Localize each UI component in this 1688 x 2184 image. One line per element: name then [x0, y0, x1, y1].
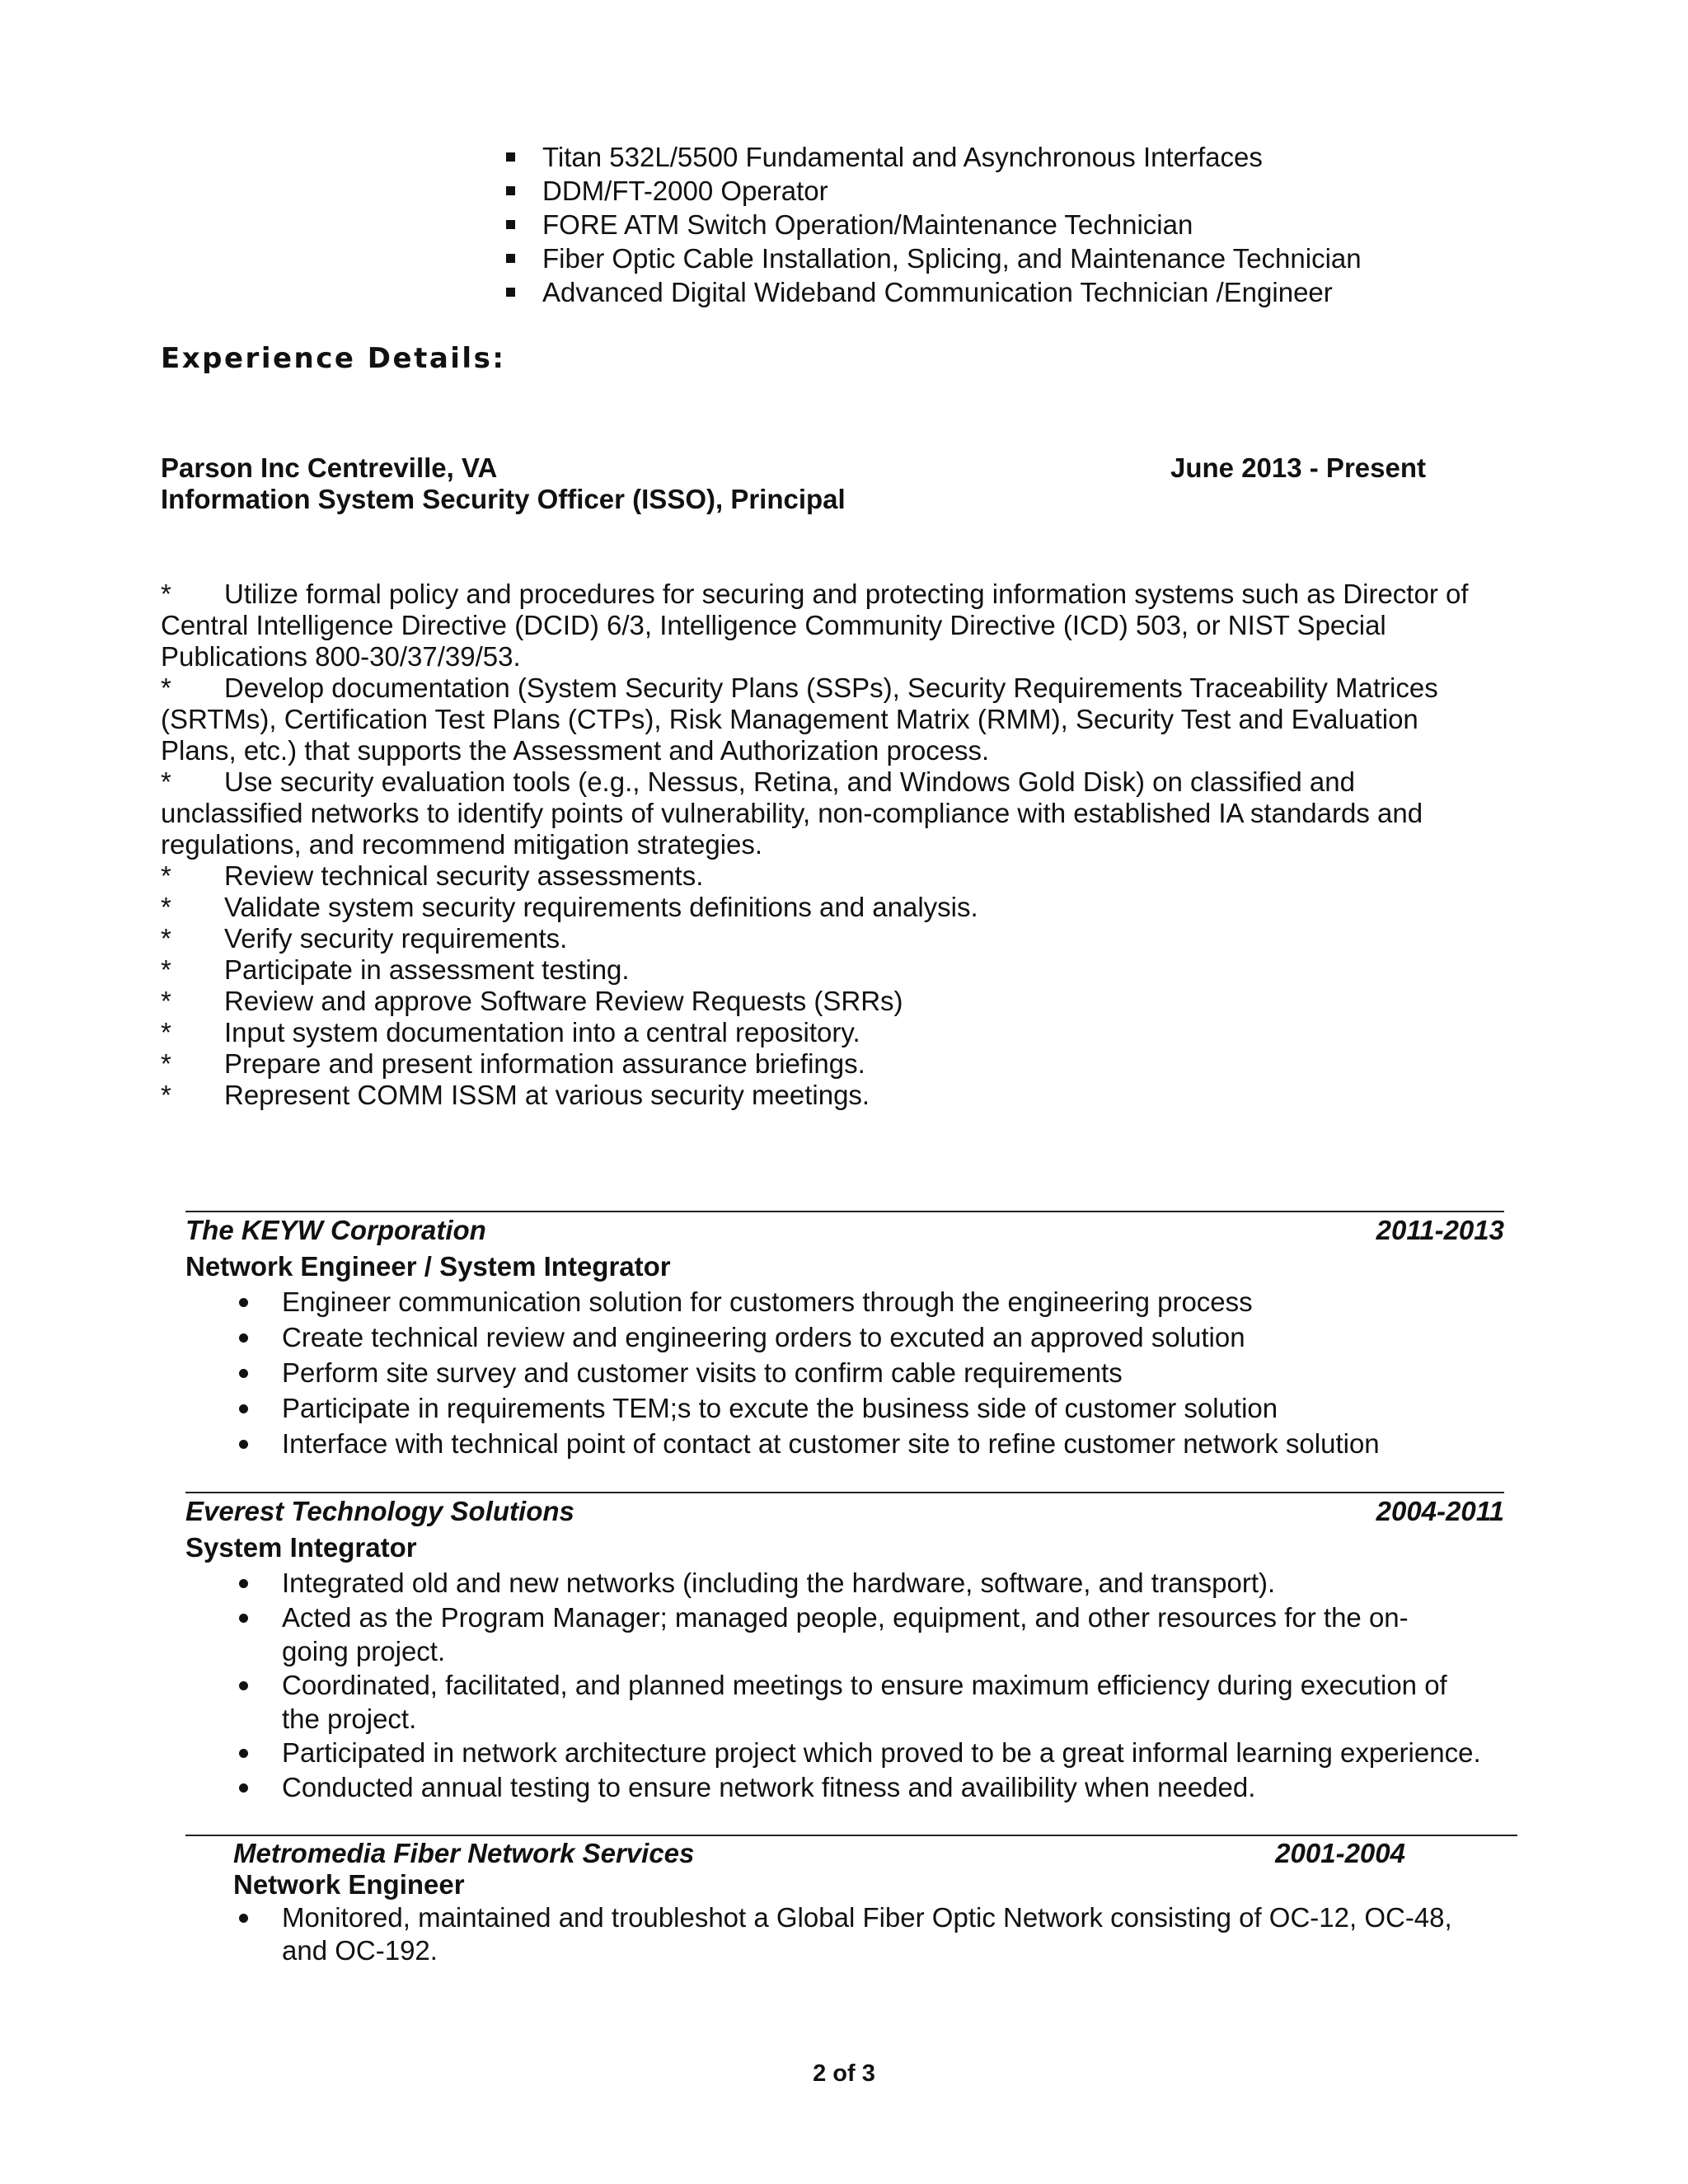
- bullet-text-line: going project.: [282, 1636, 446, 1666]
- certification-text: FORE ATM Switch Operation/Maintenance Technician: [542, 209, 1193, 240]
- metromedia-company: Metromedia Fiber Network Services: [233, 1838, 695, 1868]
- duty-item: [161, 673, 1496, 766]
- certification-item: [503, 241, 1362, 275]
- certification-text: Titan 532L/5500 Fundamental and Asynchronous Interfaces: [542, 142, 1263, 172]
- asterisk-bullet-icon: *: [161, 1048, 171, 1079]
- duty-item: [161, 1017, 1496, 1048]
- bullet-item: [282, 1390, 1380, 1426]
- duty-text-line: Develop documentation (System Security Plans (SSPs), Security Requirements Traceability Matrices: [224, 673, 1438, 703]
- bullet-dot-icon: [239, 1681, 248, 1690]
- bullet-text-line: Acted as the Program Manager; managed people, equipment, and other resources for the on-: [282, 1602, 1409, 1633]
- square-bullet-icon: [506, 254, 515, 263]
- duty-item: [161, 923, 1496, 954]
- asterisk-bullet-icon: *: [161, 892, 171, 922]
- parsons-duties-list: [161, 579, 1496, 1111]
- certification-text: DDM/FT-2000 Operator: [542, 176, 828, 206]
- duty-item: [161, 579, 1496, 673]
- metromedia-bullets: [282, 1900, 1452, 1966]
- square-bullet-icon: [506, 220, 515, 229]
- duty-item: [161, 986, 1496, 1017]
- certification-item: [503, 174, 1362, 208]
- bullet-item: [282, 1900, 1452, 1966]
- bullet-item: [282, 1668, 1481, 1736]
- bullet-dot-icon: [239, 1749, 248, 1758]
- duty-item: [161, 766, 1496, 860]
- bullet-item: [282, 1284, 1380, 1319]
- bullet-item: [282, 1736, 1481, 1770]
- bullet-text-line: Create technical review and engineering orders to excuted an approved solution: [282, 1322, 1245, 1352]
- square-bullet-icon: [506, 186, 515, 195]
- experience-heading: Experience Details:: [161, 342, 506, 375]
- bullet-dot-icon: [239, 1914, 248, 1923]
- certification-item: [503, 208, 1362, 241]
- asterisk-bullet-icon: *: [161, 986, 171, 1016]
- square-bullet-icon: [506, 288, 515, 297]
- duty-item: [161, 892, 1496, 923]
- asterisk-bullet-icon: *: [161, 1017, 171, 1047]
- certification-item: [503, 275, 1362, 309]
- bullet-text-line: and OC-192.: [282, 1935, 438, 1966]
- bullet-dot-icon: [239, 1783, 248, 1793]
- asterisk-bullet-icon: *: [161, 579, 171, 609]
- bullet-text-line: Integrated old and new networks (including the hardware, software, and transport).: [282, 1568, 1276, 1598]
- bullet-text-line: Coordinated, facilitated, and planned meetings to ensure maximum efficiency during execution of: [282, 1670, 1447, 1700]
- keyw-title: Network Engineer / System Integrator: [185, 1251, 671, 1282]
- bullet-item: [282, 1566, 1481, 1601]
- parsons-dates: June 2013 - Present: [1170, 452, 1426, 483]
- bullet-text-line: the project.: [282, 1704, 417, 1734]
- keyw-bullets: [282, 1284, 1380, 1461]
- certification-item: [503, 140, 1362, 174]
- bullet-item: [282, 1355, 1380, 1390]
- bullet-dot-icon: [239, 1440, 248, 1449]
- bullet-text-line: Interface with technical point of contact at customer site to refine customer network solution: [282, 1428, 1380, 1459]
- duty-text-line: Central Intelligence Directive (DCID) 6/3, Intelligence Community Directive (ICD) 503, or NIST Special: [161, 610, 1386, 640]
- certification-text: Fiber Optic Cable Installation, Splicing, and Maintenance Technician: [542, 243, 1362, 274]
- duty-item: [161, 1048, 1496, 1080]
- bullet-text-line: Monitored, maintained and troubleshot a Global Fiber Optic Network consisting of OC-12, OC-48,: [282, 1902, 1452, 1933]
- duty-text-line: Verify security requirements.: [224, 923, 568, 954]
- everest-bullets: [282, 1566, 1481, 1805]
- metromedia-dates: 2001-2004: [1275, 1838, 1405, 1868]
- duty-text-line: Review technical security assessments.: [224, 860, 704, 891]
- asterisk-bullet-icon: *: [161, 923, 171, 954]
- bullet-dot-icon: [239, 1579, 248, 1588]
- certifications-list: [503, 140, 1362, 309]
- metromedia-title: Network Engineer: [233, 1869, 465, 1900]
- duty-text-line: Input system documentation into a central repository.: [224, 1017, 860, 1047]
- bullet-dot-icon: [239, 1404, 248, 1413]
- asterisk-bullet-icon: *: [161, 766, 171, 797]
- everest-dates: 2004-2011: [1376, 1496, 1504, 1526]
- bullet-dot-icon: [239, 1369, 248, 1378]
- asterisk-bullet-icon: *: [161, 954, 171, 985]
- bullet-item: [282, 1601, 1481, 1668]
- bullet-text-line: Engineer communication solution for customers through the engineering process: [282, 1286, 1253, 1317]
- bullet-dot-icon: [239, 1298, 248, 1307]
- duty-text-line: Represent COMM ISSM at various security meetings.: [224, 1080, 870, 1110]
- parsons-company: Parson Inc Centreville, VA: [161, 452, 498, 483]
- bullet-text-line: Participate in requirements TEM;s to excute the business side of customer solution: [282, 1393, 1278, 1423]
- duty-text-line: unclassified networks to identify points of vulnerability, non-compliance with established IA standards and: [161, 798, 1423, 828]
- certification-text: Advanced Digital Wideband Communication Technician /Engineer: [542, 277, 1333, 307]
- page-number: 2 of 3: [813, 2060, 875, 2087]
- duty-item: [161, 860, 1496, 892]
- duty-text-line: Utilize formal policy and procedures for securing and protecting information systems such as Director of: [224, 579, 1469, 609]
- duty-text-line: (SRTMs), Certification Test Plans (CTPs), Risk Management Matrix (RMM), Security Test and Evaluation: [161, 704, 1418, 734]
- bullet-dot-icon: [239, 1614, 248, 1623]
- bullet-item: [282, 1770, 1481, 1805]
- section-divider: [185, 1492, 1504, 1493]
- section-divider: [185, 1211, 1504, 1212]
- duty-text-line: Publications 800-30/37/39/53.: [161, 641, 521, 672]
- bullet-text-line: Participated in network architecture project which proved to be a great informal learning experience.: [282, 1737, 1481, 1768]
- duty-text-line: regulations, and recommend mitigation strategies.: [161, 829, 763, 860]
- bullet-text-line: Perform site survey and customer visits to confirm cable requirements: [282, 1357, 1123, 1388]
- duty-text-line: Use security evaluation tools (e.g., Nessus, Retina, and Windows Gold Disk) on classified and: [224, 766, 1355, 797]
- parsons-title: Information System Security Officer (ISSO), Principal: [161, 484, 846, 514]
- duty-text-line: Review and approve Software Review Requests (SRRs): [224, 986, 903, 1016]
- bullet-item: [282, 1319, 1380, 1355]
- asterisk-bullet-icon: *: [161, 860, 171, 891]
- everest-title: System Integrator: [185, 1532, 417, 1563]
- duty-text-line: Prepare and present information assurance briefings.: [224, 1048, 865, 1079]
- duty-item: [161, 954, 1496, 986]
- bullet-item: [282, 1426, 1380, 1461]
- duty-text-line: Participate in assessment testing.: [224, 954, 630, 985]
- bullet-text-line: Conducted annual testing to ensure network fitness and availibility when needed.: [282, 1772, 1256, 1802]
- duty-text-line: Validate system security requirements definitions and analysis.: [224, 892, 978, 922]
- keyw-company: The KEYW Corporation: [185, 1215, 486, 1245]
- square-bullet-icon: [506, 152, 515, 162]
- asterisk-bullet-icon: *: [161, 1080, 171, 1110]
- asterisk-bullet-icon: *: [161, 673, 171, 703]
- duty-item: [161, 1080, 1496, 1111]
- duty-text-line: Plans, etc.) that supports the Assessment and Authorization process.: [161, 735, 990, 766]
- keyw-dates: 2011-2013: [1376, 1215, 1504, 1245]
- section-divider: [185, 1835, 1517, 1836]
- bullet-dot-icon: [239, 1333, 248, 1343]
- everest-company: Everest Technology Solutions: [185, 1496, 574, 1526]
